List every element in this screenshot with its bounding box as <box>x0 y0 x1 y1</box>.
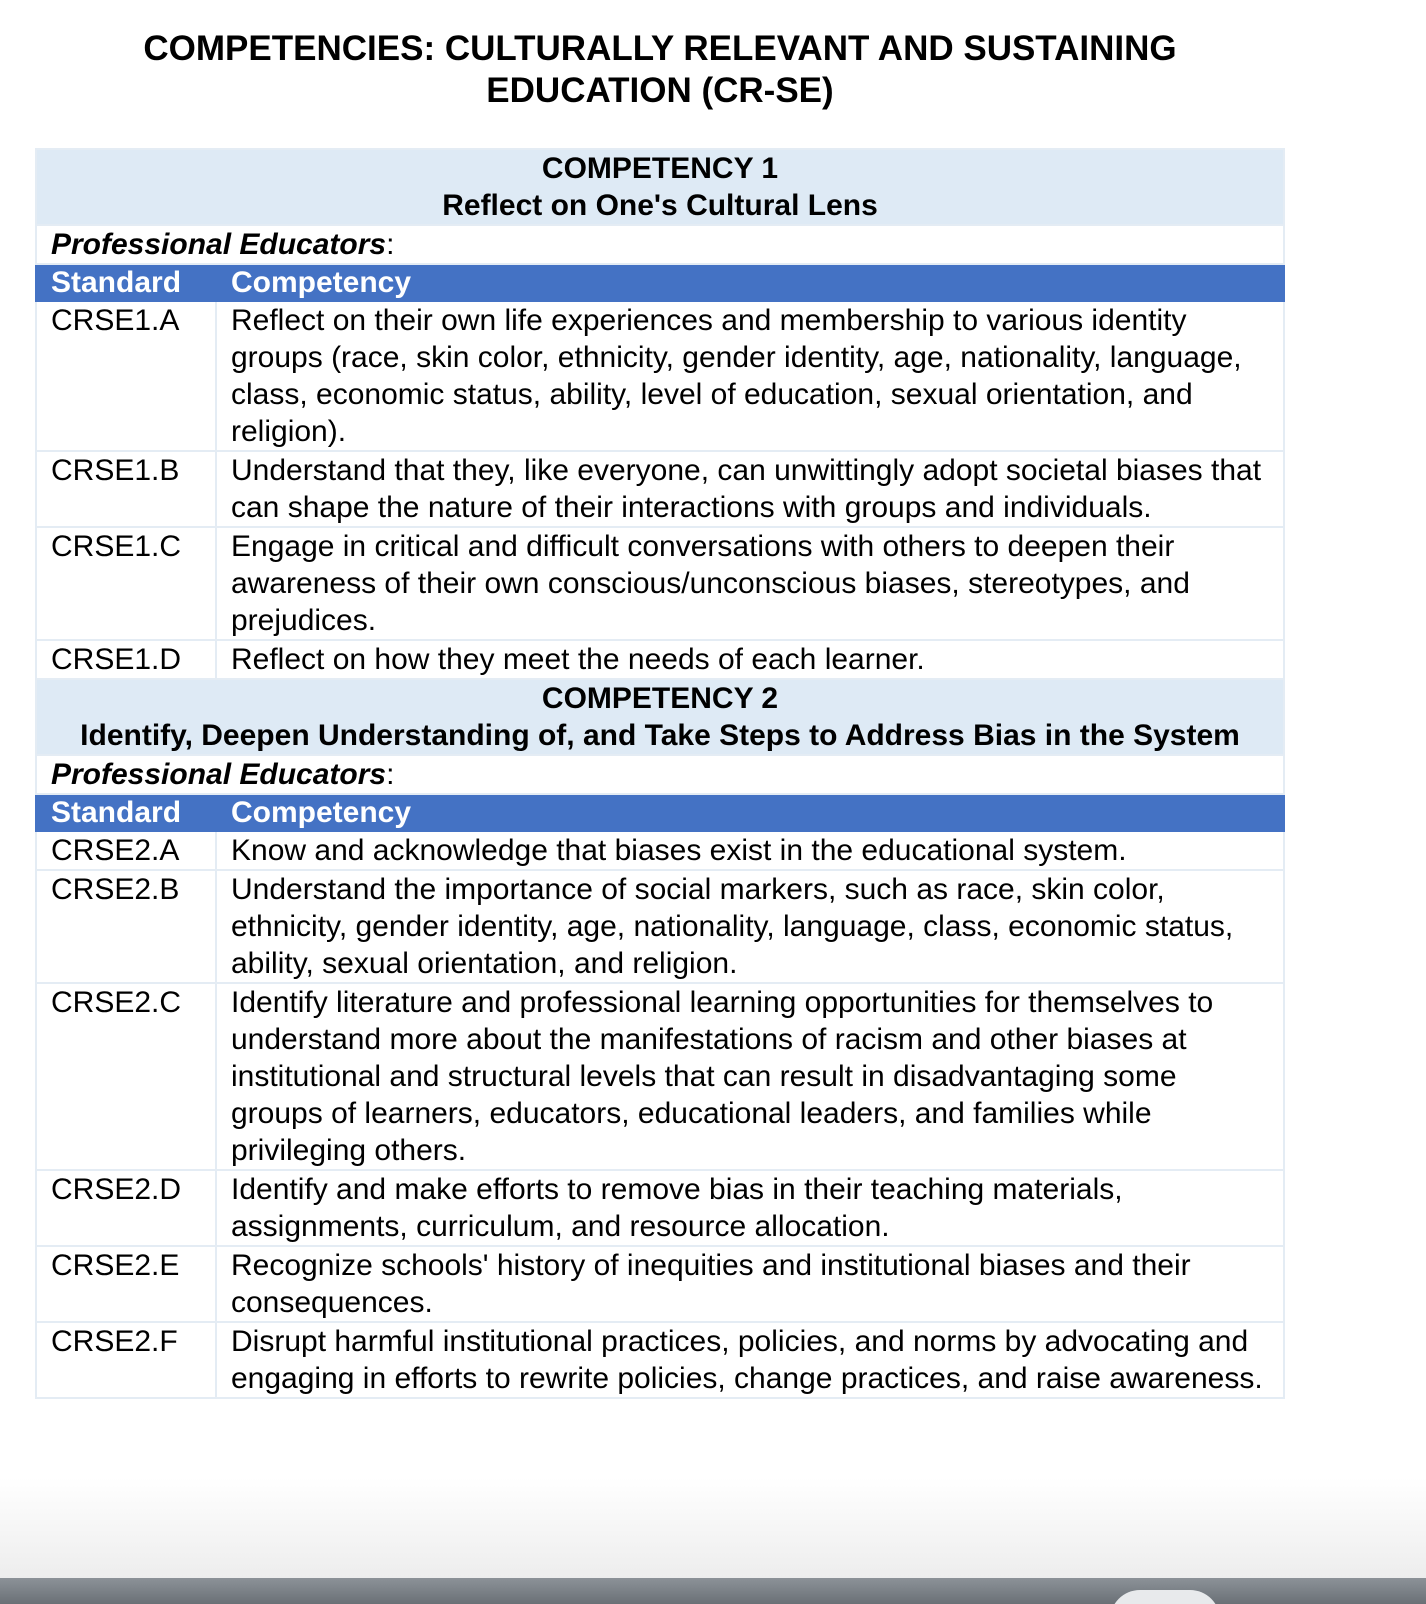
competency-text: Recognize schools' history of inequities and institutional biases and their consequences. <box>216 1246 1284 1322</box>
competency-1-intro <box>36 225 1284 264</box>
table-row <box>36 1246 1284 1322</box>
standard-code: CRSE1.A <box>36 301 216 451</box>
standard-code: CRSE2.E <box>36 1246 216 1322</box>
standard-code: CRSE1.C <box>36 527 216 640</box>
competency-2-column-header-row <box>36 794 1284 831</box>
competency-text: Identify and make efforts to remove bias in their teaching materials, assignments, curriculum, and resource allocation. <box>216 1170 1284 1246</box>
competency-2-heading: COMPETENCY 2 <box>541 682 779 715</box>
standard-code: CRSE2.A <box>36 831 216 870</box>
column-header-competency: Competency <box>216 794 1284 831</box>
competency-2-subtitle: Identify, Deepen Understanding of, and Take Steps to Address Bias in the System <box>80 719 1240 752</box>
standard-code: CRSE2.D <box>36 1170 216 1246</box>
competency-2-intro-row <box>36 755 1284 794</box>
table-row <box>36 640 1284 679</box>
competency-text: Understand that they, like everyone, can unwittingly adopt societal biases that can shape the nature of their interactions with groups and individuals. <box>216 451 1284 527</box>
competency-1-subtitle: Reflect on One's Cultural Lens <box>442 189 878 222</box>
competency-text: Know and acknowledge that biases exist in the educational system. <box>216 831 1284 870</box>
table-row <box>36 527 1284 640</box>
standard-code: CRSE2.C <box>36 983 216 1170</box>
page-bottom-shadow <box>0 1478 1426 1578</box>
competency-1-header <box>36 149 1284 225</box>
column-header-competency: Competency <box>216 264 1284 301</box>
standard-code: CRSE1.B <box>36 451 216 527</box>
competency-text: Disrupt harmful institutional practices, policies, and norms by advocating and engaging in efforts to rewrite policies, change practices, and raise awareness. <box>216 1322 1284 1398</box>
column-header-standard: Standard <box>36 794 216 831</box>
competency-text: Reflect on their own life experiences and membership to various identity groups (race, skin color, ethnicity, gender identity, age, nationality, language, class, economic status, ability, level of education, sexual orientation, and religion). <box>216 301 1284 451</box>
competency-2-header <box>36 679 1284 755</box>
table-row <box>36 1322 1284 1398</box>
intro-colon: : <box>386 758 395 791</box>
competency-table <box>35 148 1285 1399</box>
competency-1-intro-row <box>36 225 1284 264</box>
competency-text: Understand the importance of social markers, such as race, skin color, ethnicity, gender identity, age, nationality, language, class, economic status, ability, sexual orientation, and religion. <box>216 870 1284 983</box>
competency-2-intro <box>36 755 1284 794</box>
competency-1-header-row <box>36 149 1284 225</box>
table-row <box>36 983 1284 1170</box>
table-row <box>36 831 1284 870</box>
intro-colon: : <box>386 228 395 261</box>
standard-code: CRSE2.F <box>36 1322 216 1398</box>
column-header-standard: Standard <box>36 264 216 301</box>
document-title: COMPETENCIES: CULTURALLY RELEVANT AND SUSTAINING EDUCATION (CR-SE) <box>143 29 1177 110</box>
table-row <box>36 301 1284 451</box>
table-row <box>36 1170 1284 1246</box>
competency-2-header-row <box>36 679 1284 755</box>
standard-code: CRSE1.D <box>36 640 216 679</box>
standard-code: CRSE2.B <box>36 870 216 983</box>
professional-educators-label: Professional Educators <box>51 228 387 261</box>
professional-educators-label: Professional Educators <box>51 758 387 791</box>
competency-1-heading: COMPETENCY 1 <box>541 152 779 185</box>
competency-text: Identify literature and professional learning opportunities for themselves to understand more about the manifestations of racism and other biases at institutional and structural levels that can result in disadvantaging some groups of learners, educators, educational leaders, and families while privileging others. <box>216 983 1284 1170</box>
competency-text: Reflect on how they meet the needs of each learner. <box>216 640 1284 679</box>
competency-1-column-header-row <box>36 264 1284 301</box>
table-row <box>36 451 1284 527</box>
table-row <box>36 870 1284 983</box>
competency-text: Engage in critical and difficult conversations with others to deepen their awareness of their own conscious/unconscious biases, stereotypes, and prejudices. <box>216 527 1284 640</box>
